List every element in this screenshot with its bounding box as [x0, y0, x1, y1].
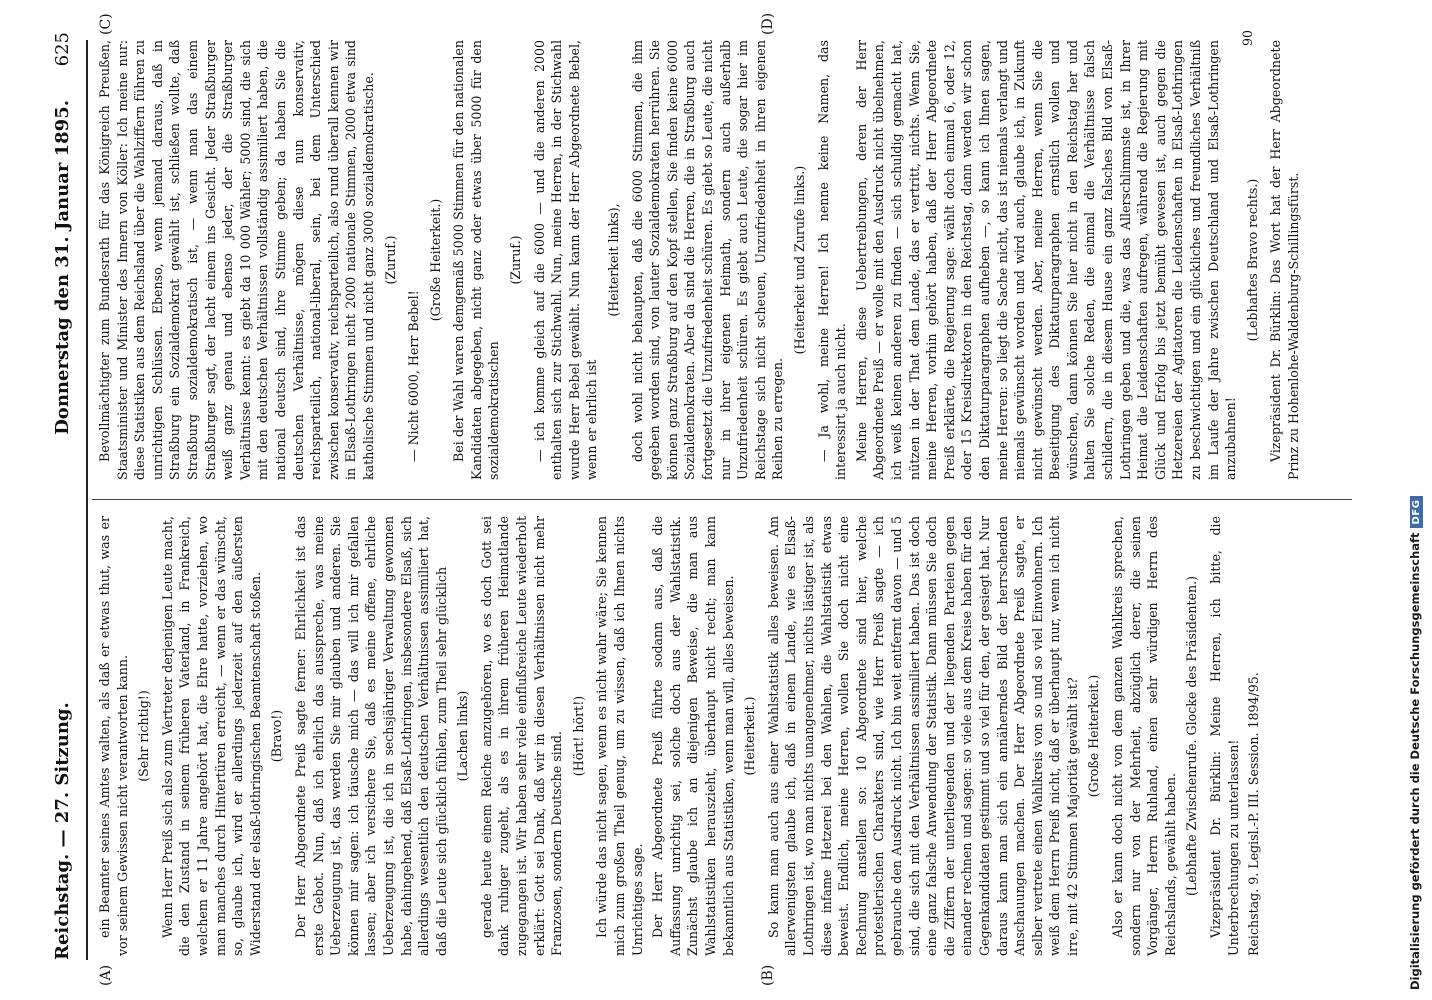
column-divider — [92, 499, 1352, 500]
paragraph: Bevollmächtigter zum Bundesrath für das Königreich Preußen, Staatsminister und Minister des Innern von Köller: Ich meine nur: diese Statistiken aus dem Reichsland über die Wahlziffern führen zu unrichtigen Schlüssen. Ebenso, wenn jemand daraus, daß in Straßburg ein Sozialdemokrat gewählt ist, schließen wollte, daß Straßburg sozialdemokratisch ist, — wenn man das einem Straßburger sagt, der lacht einem ins Gesicht. Jeder Straßburger weiß ganz genau und ebenso jeder, der die Straßburger Verhältnisse kennt: es giebt da 10 000 Wähler; 5000 sind, die sich mit den deutschen Verhältnissen vollständig assimiliert haben, die national deutsch sind, ihre Stimme geben; da haben Sie die deutschen Verhältnisse, mögen diese nun konservativ, reichsparteilich, national-liberal, sein, bei dem Unterschied zwischen konservativ, reichsparteilich, also rund überall kennen wir in Elsaß-Lothringen nicht 2000 nationale Stimmen, 2000 etwa sind katholische Stimmen und nicht ganz 3000 sozialdemokratische. — [97, 40, 376, 480]
margin-mark-b: (B) — [760, 964, 776, 986]
interjection: (Zuruf.) — [382, 235, 398, 285]
paragraph: Vizepräsident Dr. Bürklin: Meine Herren, ich bitte, die Unterbrechungen zu unterlassen! — [1208, 516, 1241, 956]
page-header — [52, 32, 82, 960]
page-number: 625 — [52, 32, 73, 67]
interjection: (Zuruf.) — [508, 235, 524, 285]
margin-mark-c: (C) — [98, 13, 114, 35]
header-right: Donnerstag den 31. Januar 1895. — [52, 100, 73, 435]
interjection: (Heiterkeit.) — [742, 696, 758, 776]
interjection: (Heiterkeit links), — [606, 203, 622, 317]
interjection: (Heiterkeit und Zurufe links.) — [791, 165, 807, 355]
right-column — [96, 40, 1306, 480]
header-left: Reichstag. — 27. Sitzung. — [52, 702, 73, 960]
header-rule — [86, 40, 88, 960]
paragraph: Meine Herren, diese Uebertreibungen, deren der Herr Abgeordnete Preiß — er wolle mit den Ausdruck nicht übelnehmen, ich weiß keinen anderen zu finden — sich schuldig gemacht hat, nützen in der That dem Lande, das er vertritt, nichts. Wenn Sie, meine Herren, vorhin gehört haben, daß der Herr Abgeordnete Preiß erklärte, die Regierung sage: wählt doch einmal 6, oder 12, oder 15 Kreisdirektoren in den Reichstag, dann werden wir schon den Diktaturparagraphen aufheben —, so kann ich Ihnen sagen, meine Herren: so liegt die Sache nicht, das ist niemals verlangt und niemals gewünscht worden und wird auch, glaube ich, in Zukunft nicht gewünscht werden. Aber, meine Herren, wenn Sie die Beseitigung des Diktaturparagraphen ernstlich wollen und wünschen, dann können Sie hier nicht in den Reichstag her und halten Sie solche Reden, die einmal die Verhältnisse falsch schildern, die in diesem Hause ein ganz falsches Bild von Elsaß-Lothringen geben und die, was das Allerschlimmste ist, in Ihrer Heimat die Leidenschaften aufregen, während die Regierung mit Glück und Erfolg bis jetzt bemüht gewesen ist, auch gegen die Hetzereien der Agitatoren die Leidenschaften in Elsaß-Lothringen zu beschwichtigen und ein glückliches und freundliches Verhältniß im Laufe der Jahre zwischen Deutschland und Elsaß-Lothringen anzubahnen! — [853, 40, 1239, 480]
interjection: (Lebhaftes Bravo rechts.) — [1244, 178, 1260, 342]
interjection: (Große Heiterkeit.) — [427, 198, 443, 322]
paragraph: So kann man auch aus einer Wahlstatistik alles beweisen. Am allerwenigsten glaube ich, daß in einem Lande, wie es Elsaß-Lothringen ist, wo man nichts unangenehmer, nichts lästiger ist, als diese infame Hetzerei bei den Wahlen, die Wahlstatistik etwas beweist. Endlich, meine Herren, wollen Sie doch nicht eine Rechnung anstellen so: 10 Abgeordnete sind hier, welche protestlerischen Charakters sind, wie Herr Preiß sagte — ich gebrauche den Ausdruck nicht. Ich bin weit entfernt davon — und 5 sind, die sich mit den Verhältnissen assimiliert haben. Das ist doch eine ganz falsche Anwendung der Statistik. Dann müssen Sie doch die Ziffern der unterliegenden und der liegenden Parteien gegen einander rechnen und sagen: so viele aus dem Kreise haben für den Gegenkandidaten gestimmt und so viel für den, der gesiegt hat. Nur daraus kann man sich ein annäherndes Bild der herrschenden Anschauungen machen. Der Herr Abgeordnete Preiß sagte, er selber vertrete einen Wahlkreis von so und so viel Einwohnern. Ich weiß dem Herrn Preiß nicht, daß er überhaupt nur, wenn ich nicht irre, mit 42 Stimmen Majorität gewählt ist? — [765, 516, 1080, 956]
paragraph: Bei der Wahl waren demgemäß 5000 Stimmen für den nationalen Kandidaten abgegeben, nicht ganz oder etwas über 5000 für den sozialdemokratischen — [451, 40, 502, 480]
interjection: (Lebhafte Zwischenrufe. Glocke des Präsidenten.) — [1184, 575, 1200, 897]
left-column — [96, 516, 1266, 956]
paragraph: Vizepräsident Dr. Bürklin: Das Wort hat der Herr Abgeordnete Prinz zu Hohenlohe-Waldenburg-Schillingsfürst. — [1268, 40, 1301, 480]
interjection: (Lachen links) — [455, 690, 471, 782]
paragraph: — ich komme gleich auf die 6000 — und die anderen 2000 enthalten sich zur Stichwahl. Nun, meine Herren, in der Stichwahl wurde Herr Bebel gewählt. Nun kann der Herr Abgeordnete Bebel, wenn er ehrlich ist — [531, 40, 600, 480]
paragraph: ein Beamter seines Amtes walten, als daß er etwas thut, was er vor seinem Gewissen nicht verantworten kann. — [97, 516, 130, 956]
paragraph: Also er kann doch nicht von dem ganzen Wahlkreis sprechen, sondern nur von der Mehrheit, abzüglich derer, die seinen Vorgänger, Herrn Ruhland, einen sehr würdigen Herrn des Reichslands, gewählt haben. — [1110, 516, 1178, 956]
paragraph: Der Herr Abgeordnete Preiß sagte ferner: Ehrlichkeit ist das erste Gebot. Nun, daß ich ehrlich das ausspreche, was meine Ueberzeugung ist, das werden Sie mir glauben und anderen. Sie können mir sagen: ich täusche mich — das will ich mir gefallen lassen; aber ich versichere Sie, daß es meine offene, ehrliche Ueberzeugung ist, die ich in sechsjähriger Verwaltung gewonnen habe, dahingehend, daß Elsaß-Lothringen, insbesondere Elsaß, sich allerdings wesentlich den deutschen Verhältnissen assimiliert hat, daß die Leute sich glücklich fühlen, zum Theil sehr glücklich — [292, 516, 449, 956]
page-signature: 90 — [1240, 30, 1255, 47]
paragraph: — Nicht 6000, Herr Bebel! — [406, 290, 422, 462]
interjection: (Hört! hört!) — [570, 695, 586, 777]
footer-line: Reichstag. 9. Legisl.-P. III. Session. 1894/95. — [1246, 672, 1262, 956]
watermark-text: Digitalisierung gefördert durch die Deutsche Forschungsgemeinschaft — [1408, 532, 1422, 990]
dfg-logo-icon: DFG — [1410, 496, 1423, 529]
paragraph: Wenn Herr Preiß sich also zum Vertreter derjenigen Leute macht, die den Zustand in seinem früheren Vaterland, in Frankreich, welchem er 11 Jahre angehört hat, die Ehre hatte, vorziehen, wo man manches durch Hintertüren erreicht, — wenn er das wünscht, so, glaube ich, wird er allerdings jederzeit auf den äußersten Widerstand der elsaß-lothringischen Beamtenschaft stoßen. — [159, 516, 263, 956]
margin-mark-a: (A) — [98, 964, 114, 986]
interjection: (Große Heiterkeit.) — [1086, 674, 1102, 798]
paragraph: — Ja wohl, meine Herren! Ich nenne keine Namen, das interessirt ja auch nicht. — [815, 40, 849, 480]
paragraph: doch wohl nicht behaupten, daß die 6000 Stimmen, die ihm gegeben worden sind, von lauter Sozialdemokraten herrühren. Sie können ganz Straßburg auf den Kopf stellen, Sie finden keine 6000 Sozialdemokraten. Aber da sind die Herren, die in Straßburg auch fortgesetzt die Unzufriedenheit schüren. Es giebt so Leute, die nicht nur in ihrer eigenen Heimath, sondern auch außerhalb Unzufriedenheit schüren. Es giebt auch Leute, die sogar hier im Reichstage sich nicht scheuen, Unzufriedenheit in ihren eigenen Reihen zu erregen. — [629, 40, 786, 480]
paragraph: Ich würde das nicht sagen, wenn es nicht wahr wäre; Sie kennen mich zum großen Theil genug, um zu wissen, daß ich Ihnen nichts Unrichtiges sage. — [594, 516, 645, 956]
dfg-watermark — [1408, 496, 1423, 990]
interjection: (Bravo!) — [269, 709, 285, 763]
margin-mark-d: (D) — [760, 12, 776, 35]
interjection: (Sehr richtig!) — [136, 690, 152, 782]
paragraph: gerade heute einem Reiche anzugehören, wo es doch Gott sei dank ruhiger zugeht, als es in ihrem früheren Heimatlande zugegangen ist. Wir haben sehr viele einflußreiche Leute wiederholt erklärt: Gott sei Dank, daß wir in diesen Verhältnissen nicht mehr Franzosen, sondern Deutsche sind. — [478, 516, 565, 956]
paragraph: Der Herr Abgeordnete Preiß führte sodann aus, daß die Auffassung unrichtig sei, solche doch aus der Wahlstatistik. Zunächst glaube ich an diejenigen Beweise, die man aus Wahlstatistiken herauszieht, überhaupt nicht recht; man kann bekanntlich aus Statistiken, wenn man will, alles beweisen. — [650, 516, 736, 956]
